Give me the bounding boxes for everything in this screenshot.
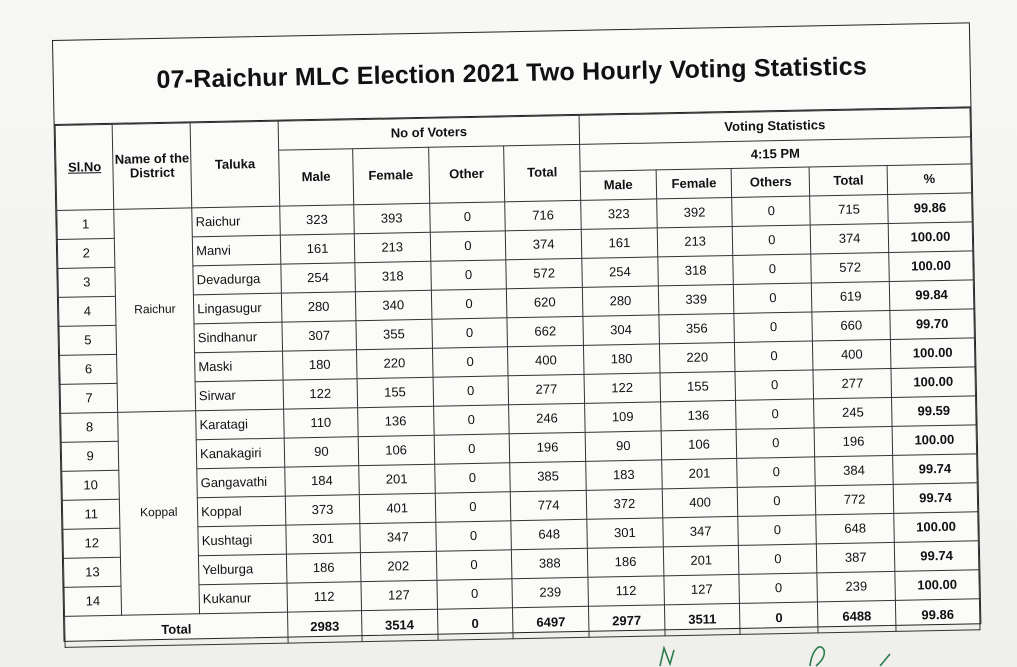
taluka-cell: Sirwar — [195, 380, 284, 411]
taluka-cell: Raichur — [192, 206, 281, 237]
sl-no-cell: 14 — [64, 586, 122, 616]
voters-male-cell: 112 — [287, 582, 361, 612]
header-stats-others: Others — [732, 167, 810, 197]
stats-female-cell: 392 — [656, 197, 732, 227]
sl-no-cell: 1 — [57, 209, 115, 239]
stats-percent-cell: 100.00 — [890, 338, 974, 369]
total-label: Total — [65, 612, 289, 647]
taluka-cell: Manvi — [192, 235, 281, 266]
voters-male-cell: 254 — [281, 263, 355, 293]
total-stats-male: 2977 — [588, 605, 664, 637]
stats-total-cell: 277 — [813, 368, 891, 398]
stats-male-cell: 323 — [581, 199, 657, 229]
taluka-cell: Yelburga — [199, 554, 288, 585]
header-taluka: Taluka — [190, 121, 280, 208]
stats-percent-cell: 100.00 — [891, 367, 975, 398]
sl-no-cell: 11 — [62, 499, 120, 529]
total-stats-others: 0 — [740, 602, 818, 634]
header-stats-male: Male — [580, 170, 656, 200]
stats-percent-cell: 99.86 — [888, 193, 972, 224]
sl-no-cell: 3 — [58, 267, 116, 297]
voters-total-cell: 385 — [510, 461, 586, 491]
voters-other-cell: 0 — [429, 202, 505, 232]
stats-percent-cell: 99.70 — [890, 309, 974, 340]
voters-female-cell: 355 — [356, 319, 432, 349]
voters-other-cell: 0 — [434, 434, 510, 464]
taluka-cell: Devadurga — [193, 264, 282, 295]
stats-total-cell: 572 — [811, 252, 889, 282]
stats-total-cell: 660 — [812, 310, 890, 340]
voters-total-cell: 277 — [508, 374, 584, 404]
voters-male-cell: 122 — [283, 379, 357, 409]
taluka-cell: Sindhanur — [194, 322, 283, 353]
sl-no-cell: 4 — [58, 296, 116, 326]
voters-other-cell: 0 — [436, 550, 512, 580]
voters-other-cell: 0 — [430, 231, 506, 261]
header-voters-female: Female — [352, 147, 429, 204]
stats-total-cell: 374 — [810, 223, 888, 253]
voters-male-cell: 161 — [280, 234, 354, 264]
voters-total-cell: 774 — [511, 490, 587, 520]
stats-others-cell: 0 — [736, 399, 814, 429]
voters-total-cell: 572 — [506, 258, 582, 288]
sl-no-cell: 12 — [63, 528, 121, 558]
voters-male-cell: 301 — [286, 524, 360, 554]
stats-female-cell: 318 — [658, 255, 734, 285]
stats-others-cell: 0 — [738, 486, 816, 516]
stats-percent-cell: 99.84 — [889, 280, 973, 311]
voters-female-cell: 318 — [355, 261, 431, 291]
sl-no-cell: 10 — [62, 470, 120, 500]
stats-others-cell: 0 — [734, 312, 812, 342]
voters-other-cell: 0 — [430, 260, 506, 290]
stats-male-cell: 304 — [583, 315, 659, 345]
voters-other-cell: 0 — [433, 376, 509, 406]
sl-no-cell: 13 — [63, 557, 121, 587]
voters-female-cell: 220 — [356, 348, 432, 378]
stats-female-cell: 127 — [664, 574, 740, 604]
sl-no-cell: 7 — [60, 383, 118, 413]
voters-other-cell: 0 — [435, 521, 511, 551]
voters-male-cell: 180 — [283, 350, 357, 380]
voters-female-cell: 340 — [355, 290, 431, 320]
total-stats-percent: 99.86 — [895, 599, 980, 632]
stats-others-cell: 0 — [739, 573, 817, 603]
stats-female-cell: 155 — [660, 371, 736, 401]
voters-male-cell: 280 — [282, 292, 356, 322]
stats-male-cell: 254 — [582, 257, 658, 287]
stats-male-cell: 183 — [586, 460, 662, 490]
header-stats-percent: % — [887, 164, 971, 195]
statistics-document — [52, 22, 981, 642]
stats-others-cell: 0 — [739, 544, 817, 574]
header-voting-statistics: Voting Statistics — [579, 108, 970, 145]
stats-total-cell: 239 — [817, 571, 895, 601]
stats-others-cell: 0 — [735, 341, 813, 371]
header-stats-female: Female — [656, 168, 732, 198]
stats-others-cell: 0 — [733, 225, 811, 255]
sl-no-cell: 2 — [57, 238, 115, 268]
header-stats-total: Total — [809, 165, 887, 195]
voters-other-cell: 0 — [431, 318, 507, 348]
stats-total-cell: 772 — [815, 484, 893, 514]
stats-male-cell: 372 — [586, 489, 662, 519]
voters-female-cell: 106 — [358, 435, 434, 465]
voters-female-cell: 401 — [359, 493, 435, 523]
taluka-cell: Maski — [195, 351, 284, 382]
voters-female-cell: 347 — [360, 522, 436, 552]
stats-male-cell: 161 — [581, 228, 657, 258]
total-voters-male: 2983 — [288, 611, 362, 643]
header-time: 4:15 PM — [580, 137, 971, 172]
stats-female-cell: 213 — [657, 226, 733, 256]
sl-no-cell: 9 — [61, 441, 119, 471]
taluka-cell: Koppal — [197, 496, 286, 527]
taluka-cell: Kukanur — [199, 583, 288, 614]
voters-male-cell: 307 — [282, 321, 356, 351]
stats-percent-cell: 100.00 — [895, 570, 979, 601]
stats-female-cell: 201 — [663, 545, 739, 575]
stats-male-cell: 109 — [585, 402, 661, 432]
total-voters-other: 0 — [437, 608, 513, 640]
voters-female-cell: 127 — [361, 580, 437, 610]
total-voters-female: 3514 — [361, 609, 437, 641]
stats-percent-cell: 100.00 — [894, 512, 978, 543]
stats-total-cell: 196 — [814, 426, 892, 456]
sl-no-cell: 5 — [59, 325, 117, 355]
stats-others-cell: 0 — [733, 254, 811, 284]
voters-total-cell: 388 — [512, 548, 588, 578]
voters-total-cell: 716 — [505, 200, 581, 230]
voters-total-cell: 246 — [509, 403, 585, 433]
voters-total-cell: 239 — [512, 577, 588, 607]
voting-statistics-table — [55, 107, 981, 647]
stats-total-cell: 387 — [817, 542, 895, 572]
stats-female-cell: 356 — [659, 313, 735, 343]
district-cell: Koppal — [118, 411, 200, 615]
stats-percent-cell: 99.59 — [892, 396, 976, 427]
stats-total-cell: 715 — [810, 194, 888, 224]
stats-female-cell: 220 — [659, 342, 735, 372]
header-voters-other: Other — [428, 146, 505, 203]
stats-female-cell: 136 — [660, 400, 736, 430]
voters-male-cell: 373 — [285, 495, 359, 525]
sl-no-cell: 6 — [60, 354, 118, 384]
voters-male-cell: 184 — [285, 466, 359, 496]
stats-total-cell: 400 — [813, 339, 891, 369]
header-district: Name of the District — [112, 123, 191, 209]
stats-others-cell: 0 — [737, 457, 815, 487]
voters-female-cell: 202 — [360, 551, 436, 581]
stats-male-cell: 280 — [582, 286, 658, 316]
stats-others-cell: 0 — [732, 196, 810, 226]
taluka-cell: Kanakagiri — [196, 438, 285, 469]
table-body — [57, 193, 980, 616]
taluka-cell: Karatagi — [196, 409, 285, 440]
stats-male-cell: 180 — [583, 344, 659, 374]
voters-male-cell: 110 — [284, 408, 358, 438]
stats-others-cell: 0 — [737, 428, 815, 458]
voters-total-cell: 196 — [509, 432, 585, 462]
voters-other-cell: 0 — [432, 347, 508, 377]
stats-female-cell: 347 — [663, 516, 739, 546]
stats-percent-cell: 99.74 — [894, 541, 978, 572]
document-title: 07-Raichur MLC Election 2021 Two Hourly Voting Statistics — [53, 23, 970, 125]
voters-total-cell: 620 — [507, 287, 583, 317]
voters-other-cell: 0 — [436, 579, 512, 609]
voters-total-cell: 374 — [506, 229, 582, 259]
stats-percent-cell: 100.00 — [889, 251, 973, 282]
stats-female-cell: 400 — [662, 487, 738, 517]
stats-total-cell: 245 — [814, 397, 892, 427]
stats-male-cell: 90 — [585, 431, 661, 461]
header-no-of-voters: No of Voters — [278, 115, 579, 150]
stats-female-cell: 106 — [661, 429, 737, 459]
voters-female-cell: 136 — [357, 406, 433, 436]
sl-no-cell: 8 — [61, 412, 119, 442]
voters-other-cell: 0 — [434, 463, 510, 493]
stats-total-cell: 619 — [812, 281, 890, 311]
voters-total-cell: 648 — [511, 519, 587, 549]
voters-male-cell: 323 — [280, 205, 354, 235]
stats-female-cell: 201 — [661, 458, 737, 488]
stats-percent-cell: 99.74 — [893, 454, 977, 485]
taluka-cell: Lingasugur — [194, 293, 283, 324]
voters-other-cell: 0 — [431, 289, 507, 319]
voters-male-cell: 186 — [287, 553, 361, 583]
voters-total-cell: 662 — [507, 316, 583, 346]
stats-percent-cell: 100.00 — [892, 425, 976, 456]
voters-female-cell: 393 — [354, 203, 430, 233]
header-voters-male: Male — [279, 149, 354, 206]
voters-other-cell: 0 — [435, 492, 511, 522]
total-stats-total: 6488 — [818, 600, 896, 632]
stats-female-cell: 339 — [658, 284, 734, 314]
total-stats-female: 3511 — [664, 603, 740, 635]
voters-female-cell: 201 — [359, 464, 435, 494]
voters-total-cell: 400 — [508, 345, 584, 375]
voters-female-cell: 155 — [357, 377, 433, 407]
stats-male-cell: 112 — [588, 576, 664, 606]
stats-others-cell: 0 — [735, 370, 813, 400]
stats-male-cell: 301 — [587, 518, 663, 548]
stats-male-cell: 122 — [584, 373, 660, 403]
stats-male-cell: 186 — [587, 547, 663, 577]
total-voters-total: 6497 — [513, 606, 589, 638]
stats-total-cell: 384 — [815, 455, 893, 485]
header-sl-no: Sl.No — [55, 124, 114, 210]
district-cell: Raichur — [114, 208, 196, 412]
signature-mark — [640, 640, 940, 667]
header-voters-total: Total — [504, 144, 581, 201]
voters-other-cell: 0 — [433, 405, 509, 435]
stats-total-cell: 648 — [816, 513, 894, 543]
stats-others-cell: 0 — [734, 283, 812, 313]
voters-female-cell: 213 — [354, 232, 430, 262]
taluka-cell: Gangavathi — [197, 467, 286, 498]
stats-others-cell: 0 — [738, 515, 816, 545]
taluka-cell: Kushtagi — [198, 525, 287, 556]
stats-percent-cell: 99.74 — [893, 483, 977, 514]
voters-male-cell: 90 — [284, 437, 358, 467]
stats-percent-cell: 100.00 — [888, 222, 972, 253]
